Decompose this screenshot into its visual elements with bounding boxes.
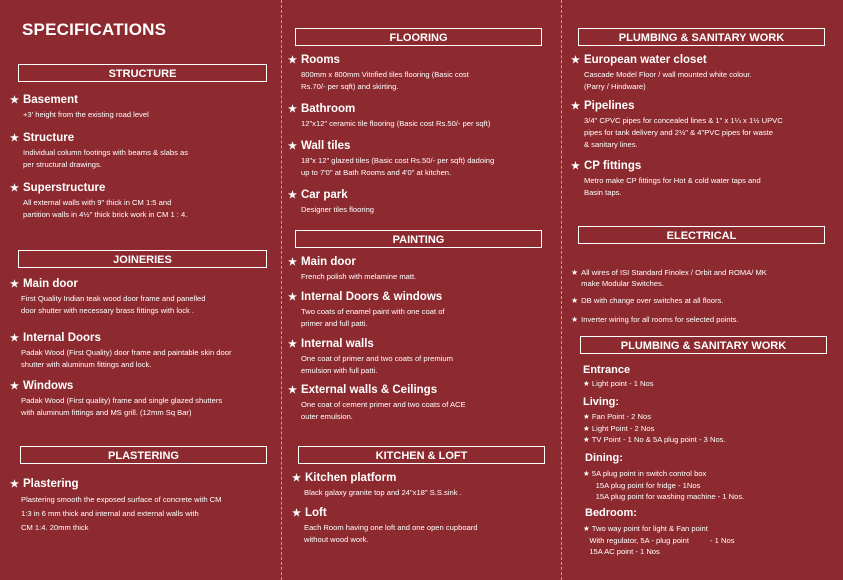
item-desc: 18"x 12" glazed tiles (Basic cost Rs.50/- per sqft) dadoing up to 7'0" at Bath Rooms and 4'0" at kitchen.: [301, 156, 495, 177]
item-desc: Black galaxy granite top and 24"x18" S.S.sink .: [304, 488, 462, 497]
item-title: European water closet: [583, 54, 707, 66]
item-title: Internal walls: [300, 338, 374, 350]
item-title: Rooms: [300, 54, 340, 66]
room-point: ★ Light Point - 2 Nos: [583, 423, 655, 433]
star-icon: ★: [10, 95, 19, 106]
spec-main-door-paint: [288, 256, 558, 283]
page-title: SPECIFICATIONS: [22, 20, 167, 39]
spec-loft: [292, 507, 557, 546]
item-title: Superstructure: [22, 182, 106, 194]
item-desc: One coat of cement primer and two coats of ACE outer emulsion.: [301, 400, 466, 421]
room-living-title: Living:: [583, 396, 620, 408]
star-icon: ★: [571, 296, 579, 305]
item-desc: Padak Wood (First Quality) door frame and paintable skin door shutter with aluminum fittings and lock.: [21, 348, 232, 369]
room-living-points: [583, 411, 726, 446]
room-point: ★ TV Point - 1 No & 5A plug point - 3 Nos.: [583, 435, 726, 444]
star-icon: ★: [288, 104, 297, 115]
spec-car-park: [288, 189, 558, 216]
spec-main-door: [10, 278, 280, 317]
item-title: Main door: [300, 256, 356, 268]
electrical-bullet-inverter: [571, 303, 839, 336]
star-icon: ★: [10, 381, 19, 392]
item-desc: Each Room having one loft and one open cupboard without wood work.: [304, 523, 478, 544]
star-icon: ★: [288, 257, 297, 268]
item-title: Internal Doors & windows: [300, 291, 443, 303]
item-desc: Plastering smooth the exposed surface of concrete with CM 1:3 in 6 mm thick and internal and external walls with CM 1:4. 20mm thick: [21, 495, 222, 532]
spec-pipelines: [571, 100, 841, 151]
plumbing2-heading: PLUMBING & SANITARY WORK: [580, 336, 827, 354]
star-icon: ★: [288, 141, 297, 152]
item-title: Plastering: [22, 478, 79, 490]
bullet-text: Inverter wiring for all rooms for selected points.: [581, 315, 739, 324]
star-icon: ★: [10, 183, 19, 194]
room-entrance-title: Entrance: [583, 364, 631, 376]
item-title: Internal Doors: [22, 332, 101, 344]
room-point: ★ 5A plug point in switch control box: [583, 469, 707, 478]
spec-cp-fittings: [571, 160, 839, 199]
item-desc: Individual column footings with beams & slabs as per structural drawings.: [23, 148, 189, 169]
electrical-heading: ELECTRICAL: [578, 226, 825, 244]
bullet-text: DB with change over switches at all floors.: [581, 296, 724, 305]
star-icon: ★: [571, 268, 579, 277]
star-icon: ★: [10, 279, 19, 290]
spec-internal-doors-windows: [288, 291, 558, 330]
room-point: ★ Fan Point - 2 Nos: [583, 412, 652, 421]
painting-heading: PAINTING: [295, 230, 542, 248]
spec-basement: [10, 94, 275, 121]
spec-structure: [10, 132, 275, 171]
star-icon: ★: [288, 339, 297, 350]
structure-heading: STRUCTURE: [18, 64, 267, 82]
room-bedroom-title: Bedroom:: [585, 507, 637, 519]
spec-plastering: [10, 478, 280, 535]
room-point: ★ Two way point for light & Fan point: [583, 524, 708, 533]
star-icon: ★: [288, 190, 297, 201]
room-point: ★ Light point - 1 Nos: [583, 379, 654, 388]
item-desc: All external walls with 9" thick in CM 1:5 and partition walls in 4½" thick brick work in CM 1 : 4.: [23, 198, 188, 219]
item-title: Windows: [22, 380, 74, 392]
item-title: Wall tiles: [300, 140, 351, 152]
spec-wall-tiles: [288, 140, 558, 179]
plumbing-heading: PLUMBING & SANITARY WORK: [578, 28, 825, 46]
room-point: 15A plug point for washing machine - 1 Nos.: [583, 492, 745, 501]
item-desc: Cascade Model Floor / wall mounted white colour. (Parry / Hindware): [584, 70, 752, 91]
spec-rooms: [288, 54, 558, 93]
room-bedroom-points: [583, 523, 735, 558]
item-desc: Padak Wood (First quality) frame and single glazed shutters with aluminum fittings and MS grill. (12mm Sq Bar): [21, 396, 223, 417]
item-desc: 3/4" CPVC pipes for concealed lines & 1" x 1¼ x 1½ UPVC pipes for tank delivery and 2½" & 4"PVC pipes for waste & sanitary lines.: [584, 116, 783, 149]
item-title: Main door: [22, 278, 78, 290]
item-title: Car park: [300, 189, 348, 201]
room-point: With regulator, 5A - plug point - 1 Nos: [583, 535, 735, 545]
spec-external-walls: [288, 384, 558, 423]
star-icon: ★: [571, 55, 580, 66]
star-icon: ★: [292, 508, 301, 519]
item-desc: +3' height from the existing road level: [23, 110, 149, 119]
item-title: Pipelines: [583, 100, 635, 112]
bullet-text: All wires of ISI Standard Finolex / Orbit and ROMA/ MK make Modular Switches.: [581, 268, 767, 288]
kitchen-heading: KITCHEN & LOFT: [298, 446, 545, 464]
spec-windows: [10, 380, 280, 419]
item-desc: Two coats of enamel paint with one coat of primer and full patti.: [301, 307, 445, 328]
item-desc: French polish with melamine matt.: [301, 272, 417, 281]
item-desc: Metro make CP fittings for Hot & cold water taps and Basin taps.: [584, 176, 761, 197]
spec-superstructure: [10, 182, 280, 221]
room-dining-title: Dining:: [585, 452, 623, 464]
room-point: 15A AC point - 1 Nos: [583, 547, 660, 556]
star-icon: ★: [571, 315, 579, 324]
star-icon: ★: [571, 101, 580, 112]
star-icon: ★: [10, 333, 19, 344]
item-title: Basement: [22, 94, 78, 106]
room-point: 15A plug point for fridge - 1Nos: [583, 480, 701, 490]
item-title: Structure: [22, 132, 75, 144]
flooring-heading: FLOORING: [295, 28, 542, 46]
item-desc: First Quality Indian teak wood door frame and panelled door shutter with necessary brass fittings with lock .: [21, 294, 206, 315]
star-icon: ★: [288, 292, 297, 303]
item-title: Loft: [304, 507, 327, 519]
plastering-heading: PLASTERING: [20, 446, 267, 464]
item-title: Bathroom: [300, 103, 356, 115]
spec-internal-doors: [10, 332, 280, 371]
item-title: External walls & Ceilings: [300, 384, 438, 396]
item-desc: 12"x12" ceramic tile flooring (Basic cost Rs.50/- per sqft): [301, 119, 491, 128]
item-desc: 800mm x 800mm Vitrified tiles flooring (Basic cost Rs.70/- per sqft) and skirting.: [301, 70, 469, 91]
star-icon: ★: [288, 385, 297, 396]
item-desc: Designer tiles flooring: [301, 205, 375, 214]
column-divider-right: [561, 0, 562, 580]
room-entrance-points: [583, 378, 654, 390]
star-icon: ★: [10, 133, 19, 144]
star-icon: ★: [10, 479, 19, 490]
item-title: Kitchen platform: [304, 472, 397, 484]
joineries-heading: JOINERIES: [18, 250, 267, 268]
spec-internal-walls: [288, 338, 558, 377]
room-dining-points: [583, 468, 744, 503]
star-icon: ★: [288, 55, 297, 66]
item-title: CP fittings: [583, 160, 642, 172]
spec-bathroom: [288, 103, 558, 130]
star-icon: ★: [571, 161, 580, 172]
column-divider-left: [281, 0, 282, 580]
star-icon: ★: [292, 473, 301, 484]
spec-kitchen-platform: [292, 472, 557, 499]
spec-water-closet: [571, 54, 839, 93]
item-desc: One coat of primer and two coats of premium emulsion with full patti.: [301, 354, 453, 375]
